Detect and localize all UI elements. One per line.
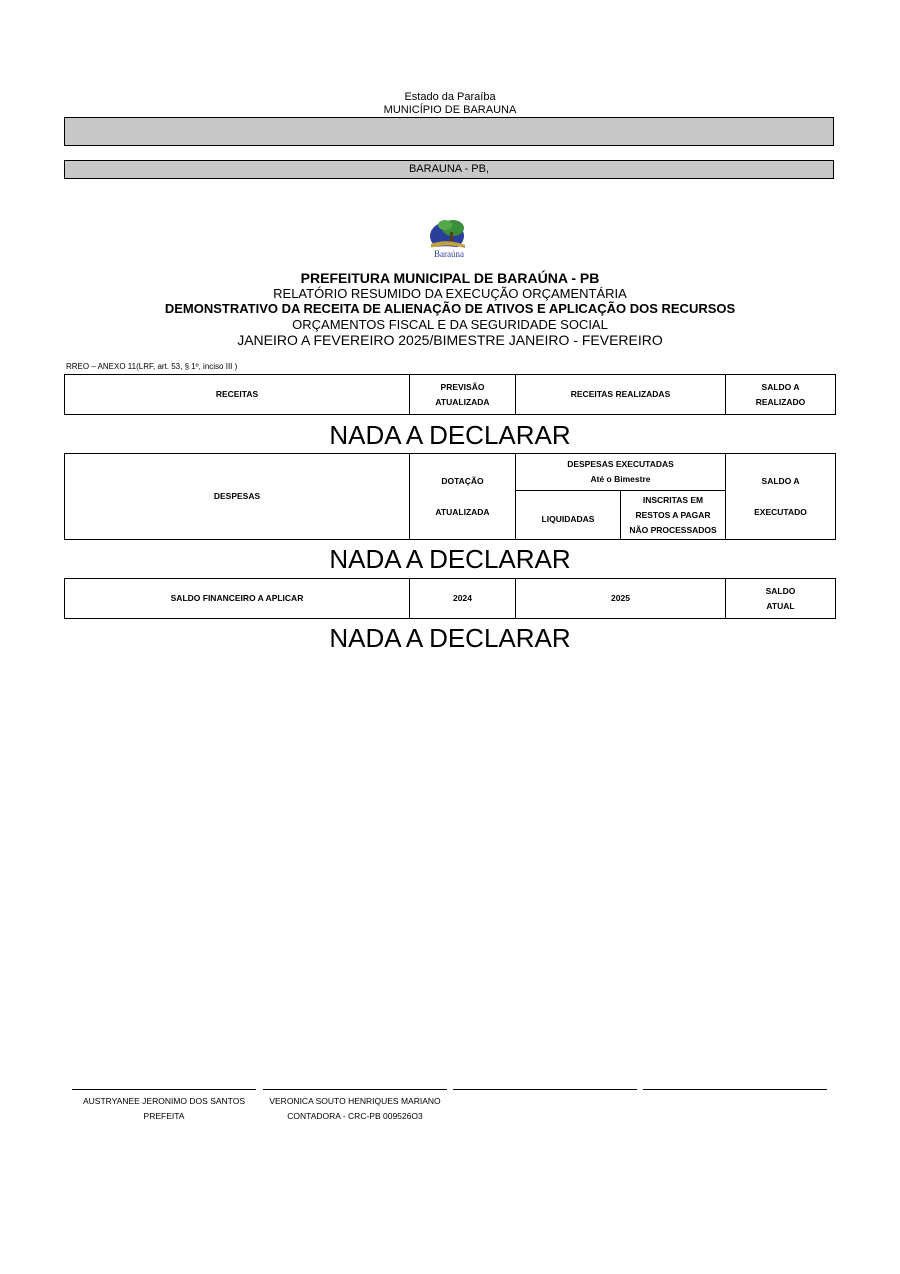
despesas-header: DESPESAS	[65, 454, 410, 540]
state-header	[0, 91, 900, 117]
title-orcamentos: ORÇAMENTOS FISCAL E DA SEGURIDADE SOCIAL	[292, 317, 608, 332]
saldo-executar-header	[726, 454, 836, 540]
report-titles	[0, 270, 900, 349]
title-prefeitura: PREFEITURA MUNICIPAL DE BARAÚNA - PB	[300, 270, 600, 286]
saldo-label: SALDO	[765, 585, 796, 596]
dotacao-header	[410, 454, 516, 540]
receitas-header: RECEITAS	[65, 375, 410, 415]
restos-a-pagar-header	[621, 491, 726, 540]
previsao-label: PREVISÃO	[440, 381, 485, 392]
inscritas-label: INSCRITAS EM	[642, 494, 704, 505]
nada-a-declarar-receitas: NADA A DECLARAR	[329, 420, 571, 450]
title-relatorio: RELATÓRIO RESUMIDO DA EXECUÇÃO ORÇAMENTÁRIA	[273, 286, 627, 301]
signature-contadora	[255, 1094, 455, 1124]
ate-bimestre-label: Até o Bimestre	[590, 474, 651, 484]
despesas-table	[64, 453, 836, 540]
liquidadas-header: LIQUIDADAS	[516, 491, 621, 540]
executado-label: EXECUTADO	[754, 506, 807, 517]
title-demonstrativo: DEMONSTRATIVO DA RECEITA DE ALIENAÇÃO DE ATIVOS E APLICAÇÃO DOS RECURSOS	[164, 301, 736, 316]
signature-line-2	[263, 1089, 447, 1090]
receitas-realizadas-header: RECEITAS REALIZADAS	[516, 375, 726, 415]
nao-processados-label: NÃO PROCESSADOS	[629, 524, 717, 535]
municipality-name: MUNICÍPIO DE BARAUNA	[383, 104, 517, 116]
year-2024-header: 2024	[410, 579, 516, 619]
saldo-realizar-header	[726, 375, 836, 415]
municipal-crest-icon	[423, 214, 475, 260]
signature-prefeita	[64, 1094, 264, 1124]
atual-label: ATUAL	[766, 600, 795, 611]
saldo-a-exec-label: SALDO A	[761, 475, 800, 486]
realizado-label: REALIZADO	[755, 396, 806, 407]
signature-line-1	[72, 1089, 256, 1090]
signature-line-3	[453, 1089, 637, 1090]
signer-name: AUSTRYANEE JERONIMO DOS SANTOS	[82, 1096, 245, 1106]
restos-label: RESTOS A PAGAR	[635, 509, 711, 520]
signer-role: CONTADORA - CRC-PB 009526O3	[287, 1111, 423, 1121]
state-name: Estado da Paraíba	[404, 91, 496, 103]
dotacao-label: DOTAÇÃO	[441, 475, 484, 486]
dotacao-atualizada-label: ATUALIZADA	[435, 506, 490, 517]
city-banner: BARAUNA - PB,	[64, 160, 834, 179]
previsao-header	[410, 375, 516, 415]
crest-caption: Baraúna	[434, 249, 464, 259]
despesas-executadas-header	[516, 454, 726, 491]
blank-banner	[64, 117, 834, 146]
atualizada-label: ATUALIZADA	[435, 396, 490, 407]
saldo-financeiro-header: SALDO FINANCEIRO A APLICAR	[65, 579, 410, 619]
nada-a-declarar-saldo: NADA A DECLARAR	[329, 623, 571, 653]
receitas-table	[64, 374, 836, 415]
nada-a-declarar-despesas: NADA A DECLARAR	[329, 544, 571, 574]
signature-line-4	[643, 1089, 827, 1090]
signer-name: VERONICA SOUTO HENRIQUES MARIANO	[269, 1096, 441, 1106]
title-periodo: JANEIRO A FEVEREIRO 2025/BIMESTRE JANEIRO - FEVEREIRO	[237, 332, 663, 348]
annex-reference: RREO – ANEXO 11(LRF, art. 53, § 1º, inciso III )	[66, 362, 238, 371]
year-2025-header: 2025	[516, 579, 726, 619]
saldo-a-label: SALDO A	[761, 381, 800, 392]
signer-role: PREFEITA	[143, 1111, 185, 1121]
despesas-executadas-label: DESPESAS EXECUTADAS	[567, 459, 674, 469]
saldo-atual-header	[726, 579, 836, 619]
saldo-table	[64, 578, 836, 619]
